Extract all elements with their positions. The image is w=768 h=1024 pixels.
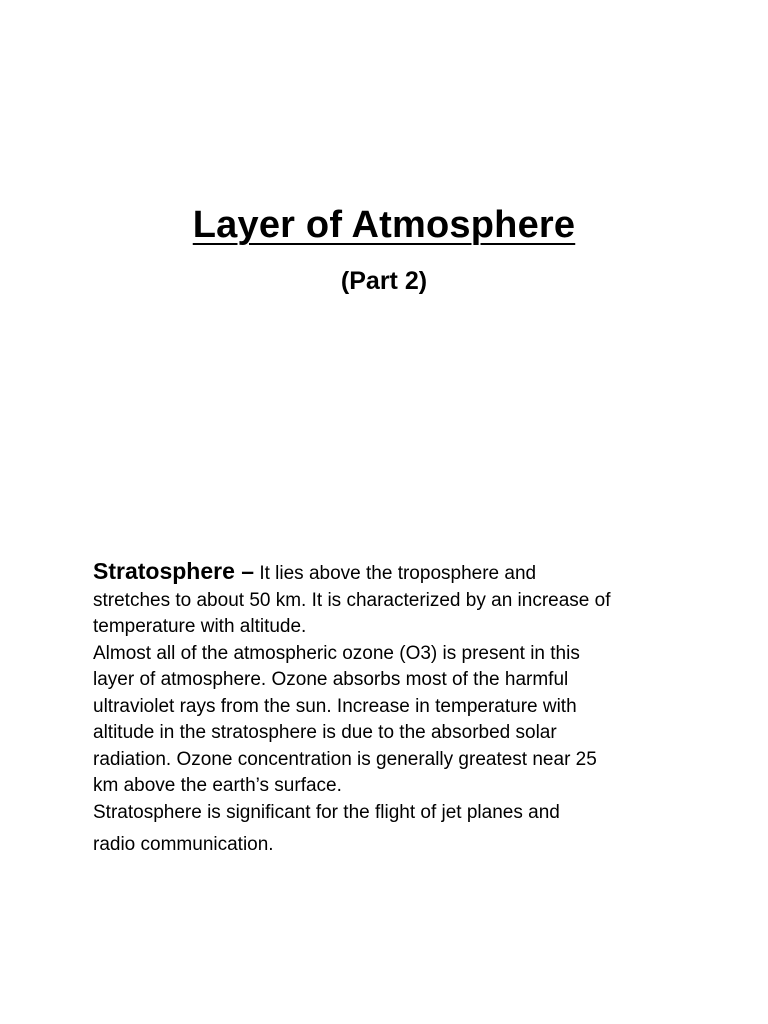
stratosphere-section <box>93 558 693 859</box>
text-line: altitude in the stratosphere is due to the absorbed solar <box>93 722 557 743</box>
text-line: Stratosphere is significant for the flight of jet planes and <box>93 801 560 823</box>
text-line: km above the earth’s surface. <box>93 775 342 796</box>
page-subtitle: (Part 2) <box>340 267 428 295</box>
text-line: ultraviolet rays from the sun. Increase in temperature with <box>93 695 577 717</box>
text-line <box>93 558 693 588</box>
text-line: Almost all of the atmospheric ozone (O3) is present in this <box>93 642 580 664</box>
page-title: Layer of Atmosphere <box>192 204 576 246</box>
text-line-segment: It lies above the troposphere and <box>254 563 537 584</box>
text-line: radio communication. <box>93 834 274 855</box>
section-term: Stratosphere – <box>93 558 255 584</box>
text-line: radiation. Ozone concentration is generally greatest near 25 <box>93 748 597 770</box>
paragraph-definition <box>93 558 693 641</box>
paragraph-ozone <box>93 641 693 800</box>
text-line: layer of atmosphere. Ozone absorbs most of the harmful <box>93 669 569 690</box>
text-line: stretches to about 50 km. It is characterized by an increase of <box>93 589 611 611</box>
paragraph-significance <box>93 800 693 859</box>
text-line: temperature with altitude. <box>93 616 307 637</box>
